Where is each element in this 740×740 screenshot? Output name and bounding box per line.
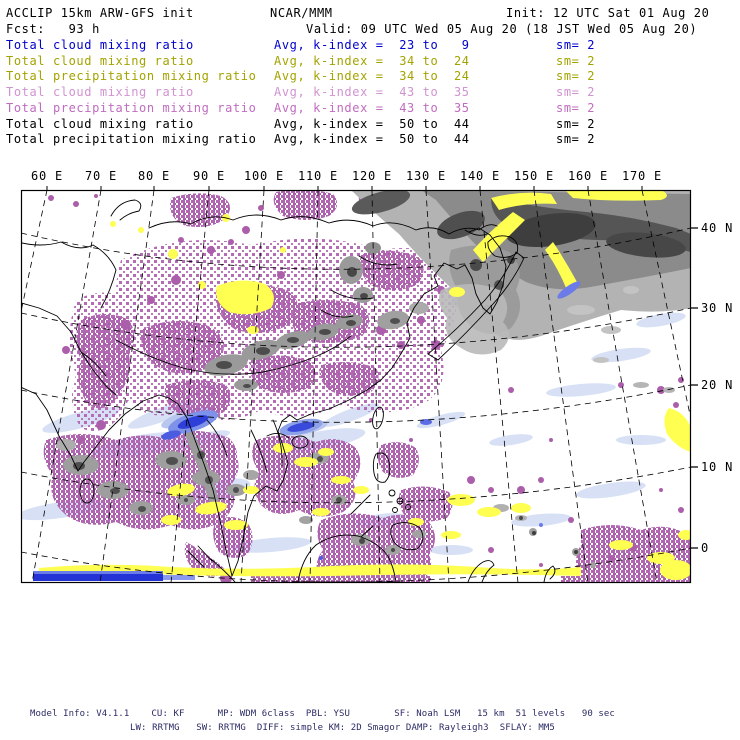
lon-tick-label: 170 E <box>621 169 663 183</box>
model-info-line2: LW: RRTMG SW: RRTMG DIFF: simple KM: 2D Smagor DAMP: Rayleigh3 SFLAY: MM5 <box>130 723 555 733</box>
lon-tick-label: 60 E <box>30 169 64 183</box>
legend-label: Total precipitation mixing ratio <box>6 132 257 146</box>
lon-ticks <box>47 186 642 190</box>
lon-tick-label: 130 E <box>405 169 447 183</box>
legend-sm: sm= 2 <box>556 132 596 146</box>
legend-stat: Avg, k-index = 23 to 9 <box>274 38 470 52</box>
legend-stat: Avg, k-index = 43 to 35 <box>274 85 470 99</box>
legend-sm: sm= 2 <box>556 38 596 52</box>
legend-stat: Avg, k-index = 43 to 35 <box>274 101 470 115</box>
lat-tick-label: 0 <box>701 541 710 555</box>
plot-title: ACCLIP 15km ARW-GFS init <box>6 6 194 20</box>
lat-tick-label: 40 N <box>701 221 734 235</box>
legend-stat: Avg, k-index = 34 to 24 <box>274 54 470 68</box>
legend-sm: sm= 2 <box>556 101 596 115</box>
lon-tick-label: 90 E <box>192 169 226 183</box>
lon-tick-label: 140 E <box>459 169 501 183</box>
legend-label: Total precipitation mixing ratio <box>6 101 257 115</box>
init-time: Init: 12 UTC Sat 01 Aug 20 <box>506 6 710 20</box>
legend-label: Total cloud mixing ratio <box>6 117 194 131</box>
legend-stat: Avg, k-index = 50 to 44 <box>274 132 470 146</box>
lat-tick-label: 30 N <box>701 301 734 315</box>
legend-label: Total precipitation mixing ratio <box>6 69 257 83</box>
org-label: NCAR/MMM <box>270 6 333 20</box>
map-plot <box>21 190 691 583</box>
forecast-hour: Fcst: 93 h <box>6 22 100 36</box>
legend-label: Total cloud mixing ratio <box>6 85 194 99</box>
legend-stat: Avg, k-index = 50 to 44 <box>274 117 470 131</box>
legend-stat: Avg, k-index = 34 to 24 <box>274 69 470 83</box>
legend-sm: sm= 2 <box>556 69 596 83</box>
legend-label: Total cloud mixing ratio <box>6 54 194 68</box>
lon-tick-label: 100 E <box>243 169 285 183</box>
lat-tick-label: 20 N <box>701 378 734 392</box>
model-info-line1: Model Info: V4.1.1 CU: KF MP: WDM 6class PBL: YSU SF: Noah LSM 15 km 51 levels 90 sec <box>30 709 615 719</box>
legend-sm: sm= 2 <box>556 117 596 131</box>
valid-time: Valid: 09 UTC Wed 05 Aug 20 (18 JST Wed 05 Aug 20) <box>306 22 698 36</box>
legend-label: Total cloud mixing ratio <box>6 38 194 52</box>
legend-sm: sm= 2 <box>556 85 596 99</box>
lon-tick-label: 70 E <box>84 169 118 183</box>
lon-tick-label: 160 E <box>567 169 609 183</box>
lon-tick-label: 120 E <box>351 169 393 183</box>
lon-tick-label: 80 E <box>137 169 171 183</box>
lon-tick-label: 110 E <box>297 169 339 183</box>
legend-sm: sm= 2 <box>556 54 596 68</box>
lat-ticks <box>691 228 698 548</box>
lon-tick-label: 150 E <box>513 169 555 183</box>
lat-tick-label: 10 N <box>701 460 734 474</box>
